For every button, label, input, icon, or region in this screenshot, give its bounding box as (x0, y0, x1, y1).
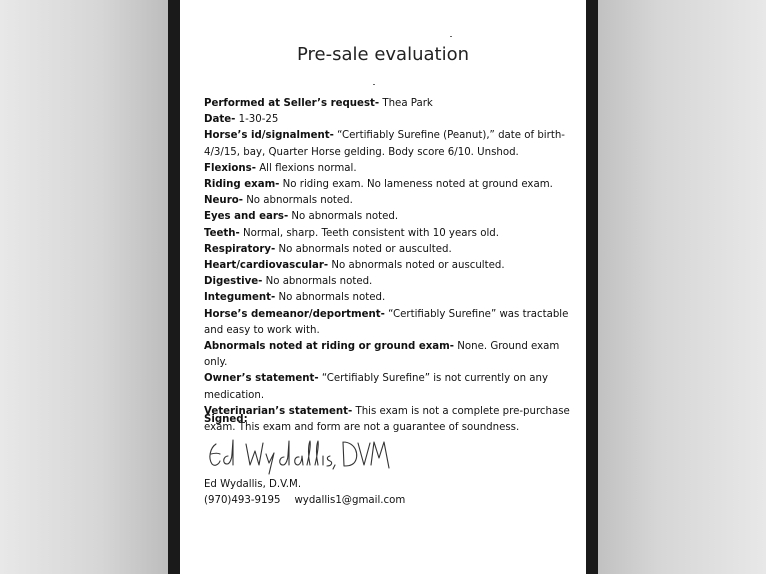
veterinarian-email: wydallis1@gmail.com (294, 495, 406, 506)
row-text: “Certifiably Surefine” is not currently on any medication. (204, 373, 549, 401)
row-owner-statement (204, 371, 576, 403)
row-vet-statement (204, 404, 576, 436)
row-label: Integument- (204, 292, 276, 304)
row-text: “Certifiably Surefine” was tractable and easy to work with. (204, 308, 569, 336)
evaluation-body (204, 96, 576, 436)
row-neuro (204, 193, 576, 209)
row-label: Neuro- (204, 195, 243, 207)
row-text: None. Ground exam only. (204, 341, 560, 369)
handwritten-signature (206, 434, 396, 476)
row-performed (204, 96, 576, 112)
row-text: Thea Park (379, 98, 433, 109)
row-label: Horse’s demeanor/deportment- (204, 308, 385, 320)
row-text: No abnormals noted. (275, 292, 386, 304)
document-title: Pre-sale evaluation (297, 44, 469, 65)
row-cardiovascular (204, 258, 576, 274)
row-date (204, 112, 576, 128)
row-label: Teeth- (204, 227, 240, 239)
row-text: “Certifiably Surefine (Peanut),” date of birth-4/3/15, bay, Quarter Horse gelding. Body score 6/10. Unshod. (204, 130, 565, 158)
row-respiratory (204, 242, 576, 258)
row-label: Performed at Seller’s request- (204, 98, 380, 109)
row-label: Respiratory- (204, 243, 276, 255)
signed-label: Signed: (204, 414, 248, 425)
row-label: Eyes and ears- (204, 211, 289, 223)
row-abnormals (204, 339, 576, 371)
scan-speck (450, 36, 452, 37)
row-text: No abnormals noted. (262, 276, 373, 288)
row-teeth (204, 226, 576, 242)
veterinarian-contact (204, 495, 405, 506)
row-label: Heart/cardiovascular- (204, 260, 329, 272)
row-label: Veterinarian’s statement- (204, 405, 353, 417)
row-label: Owner’s statement- (204, 373, 319, 385)
row-label: Digestive- (204, 276, 263, 288)
background-left (0, 0, 168, 574)
row-text: No abnormals noted or ausculted. (328, 260, 505, 272)
row-text: No abnormals noted or ausculted. (275, 243, 452, 255)
row-text: All flexions normal. (255, 162, 357, 174)
row-text: No riding exam. No lameness noted at ground exam. (279, 179, 553, 191)
document-page (180, 0, 586, 574)
page-shadow-left (168, 0, 180, 574)
row-label: Horse’s id/signalment- (204, 130, 334, 142)
row-label: Riding exam- (204, 179, 280, 191)
background-right (586, 0, 766, 574)
row-text: Normal, sharp. Teeth consistent with 10 years old. (239, 227, 499, 239)
veterinarian-name: Ed Wydallis, D.V.M. (204, 479, 302, 490)
row-label: Flexions- (204, 162, 256, 174)
veterinarian-phone: (970)493-9195 (204, 495, 281, 506)
row-digestive (204, 274, 576, 290)
row-label: Abnormals noted at riding or ground exam- (204, 341, 455, 353)
row-integument (204, 290, 576, 306)
page-shadow-right (586, 0, 598, 574)
scan-speck (373, 84, 375, 85)
row-text: No abnormals noted. (242, 195, 353, 207)
row-label: Date- (204, 114, 236, 126)
row-signalment (204, 128, 576, 160)
row-eyes-ears (204, 209, 576, 225)
row-text: No abnormals noted. (288, 211, 399, 223)
row-text: 1-30-25 (235, 114, 279, 126)
row-demeanor (204, 307, 576, 339)
row-flexions (204, 161, 576, 177)
row-riding-exam (204, 177, 576, 193)
row-text: This exam is not a complete pre-purchase exam. This exam and form are not a guarantee of soundness. (204, 405, 570, 434)
